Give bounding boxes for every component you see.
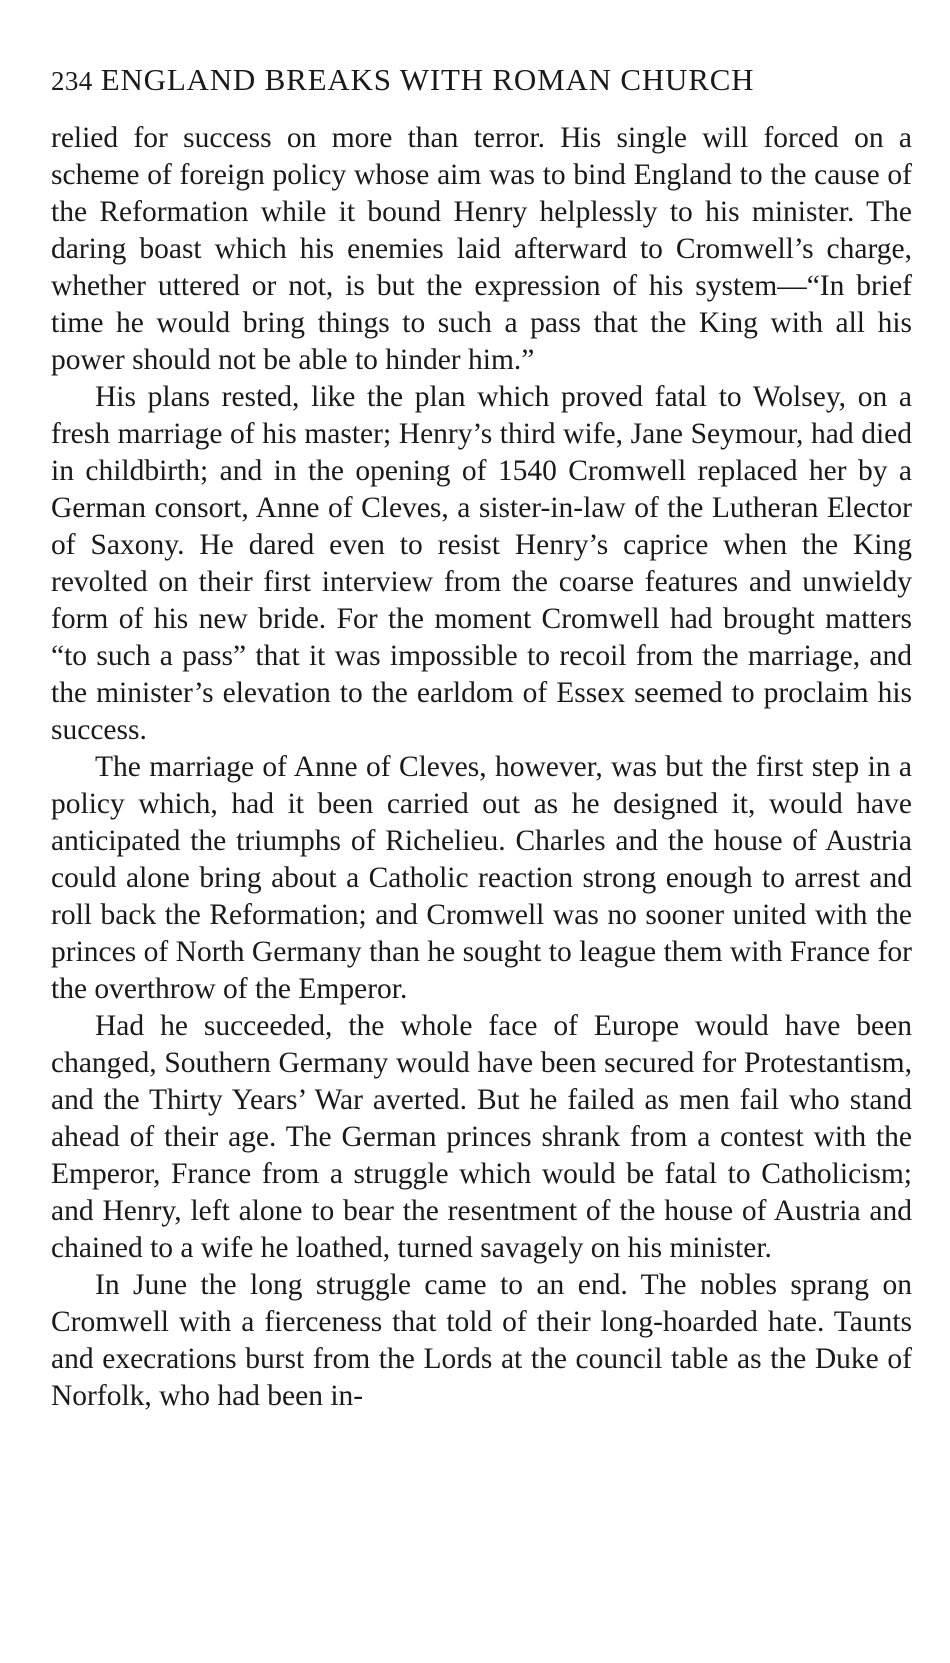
paragraph-2: His plans rested, like the plan which proved fatal to Wolsey, on a fresh marriage of his master; Henry’s third wife, Jane Seymour, had died in childbirth; and in the opening of 1540 Cromwell replaced her by a German consort, Anne of Cleves, a sister-in-law of the Lutheran Elector of Saxony. He dared even to resist Henry’s caprice when the King revolted on their first interview from the coarse features and unwieldy form of his new bride. For the moment Cromwell had brought matters “to such a pass” that it was impossible to recoil from the marriage, and the minister’s elevation to the earldom of Essex seemed to proclaim his success. [51,381,912,746]
paragraph-4: Had he succeeded, the whole face of Europe would have been changed, Southern Germany would have been secured for Protestantism, and the Thirty Years’ War averted. But he failed as men fail who stand ahead of their age. The German princes shrank from a contest with the Emperor, France from a struggle which would be fatal to Catholicism; and Henry, left alone to bear the resentment of the house of Austria and chained to a wife he loathed, turned savagely on his minister. [51,1010,912,1264]
paragraph-1: relied for success on more than terror. His single will forced on a scheme of foreign policy whose aim was to bind England to the cause of the Reformation while it bound Henry helplessly to his minister. The daring boast which his enemies laid afterward to Cromwell’s charge, whether uttered or not, is but the expression of his system—“In brief time he would bring things to such a pass that the King with all his power should not be able to hinder him.” [51,122,912,376]
paragraph-5: In June the long struggle came to an end. The nobles sprang on Cromwell with a fierceness that told of their long-hoarded hate. Taunts and execrations burst from the Lords at the council table as the Duke of Norfolk, who had been in- [51,1269,912,1412]
body-text [51,120,912,1415]
book-page [51,60,912,1415]
running-header [51,60,912,120]
running-title: ENGLAND BREAKS WITH ROMAN CHURCH [100,62,755,97]
page-number: 234 [51,66,93,96]
paragraph-3: The marriage of Anne of Cleves, however, was but the first step in a policy which, had it been carried out as he designed it, would have anticipated the triumphs of Richelieu. Charles and the house of Austria could alone bring about a Catholic reaction strong enough to arrest and roll back the Reformation; and Cromwell was no sooner united with the princes of North Germany than he sought to league them with France for the overthrow of the Emperor. [51,751,912,1005]
